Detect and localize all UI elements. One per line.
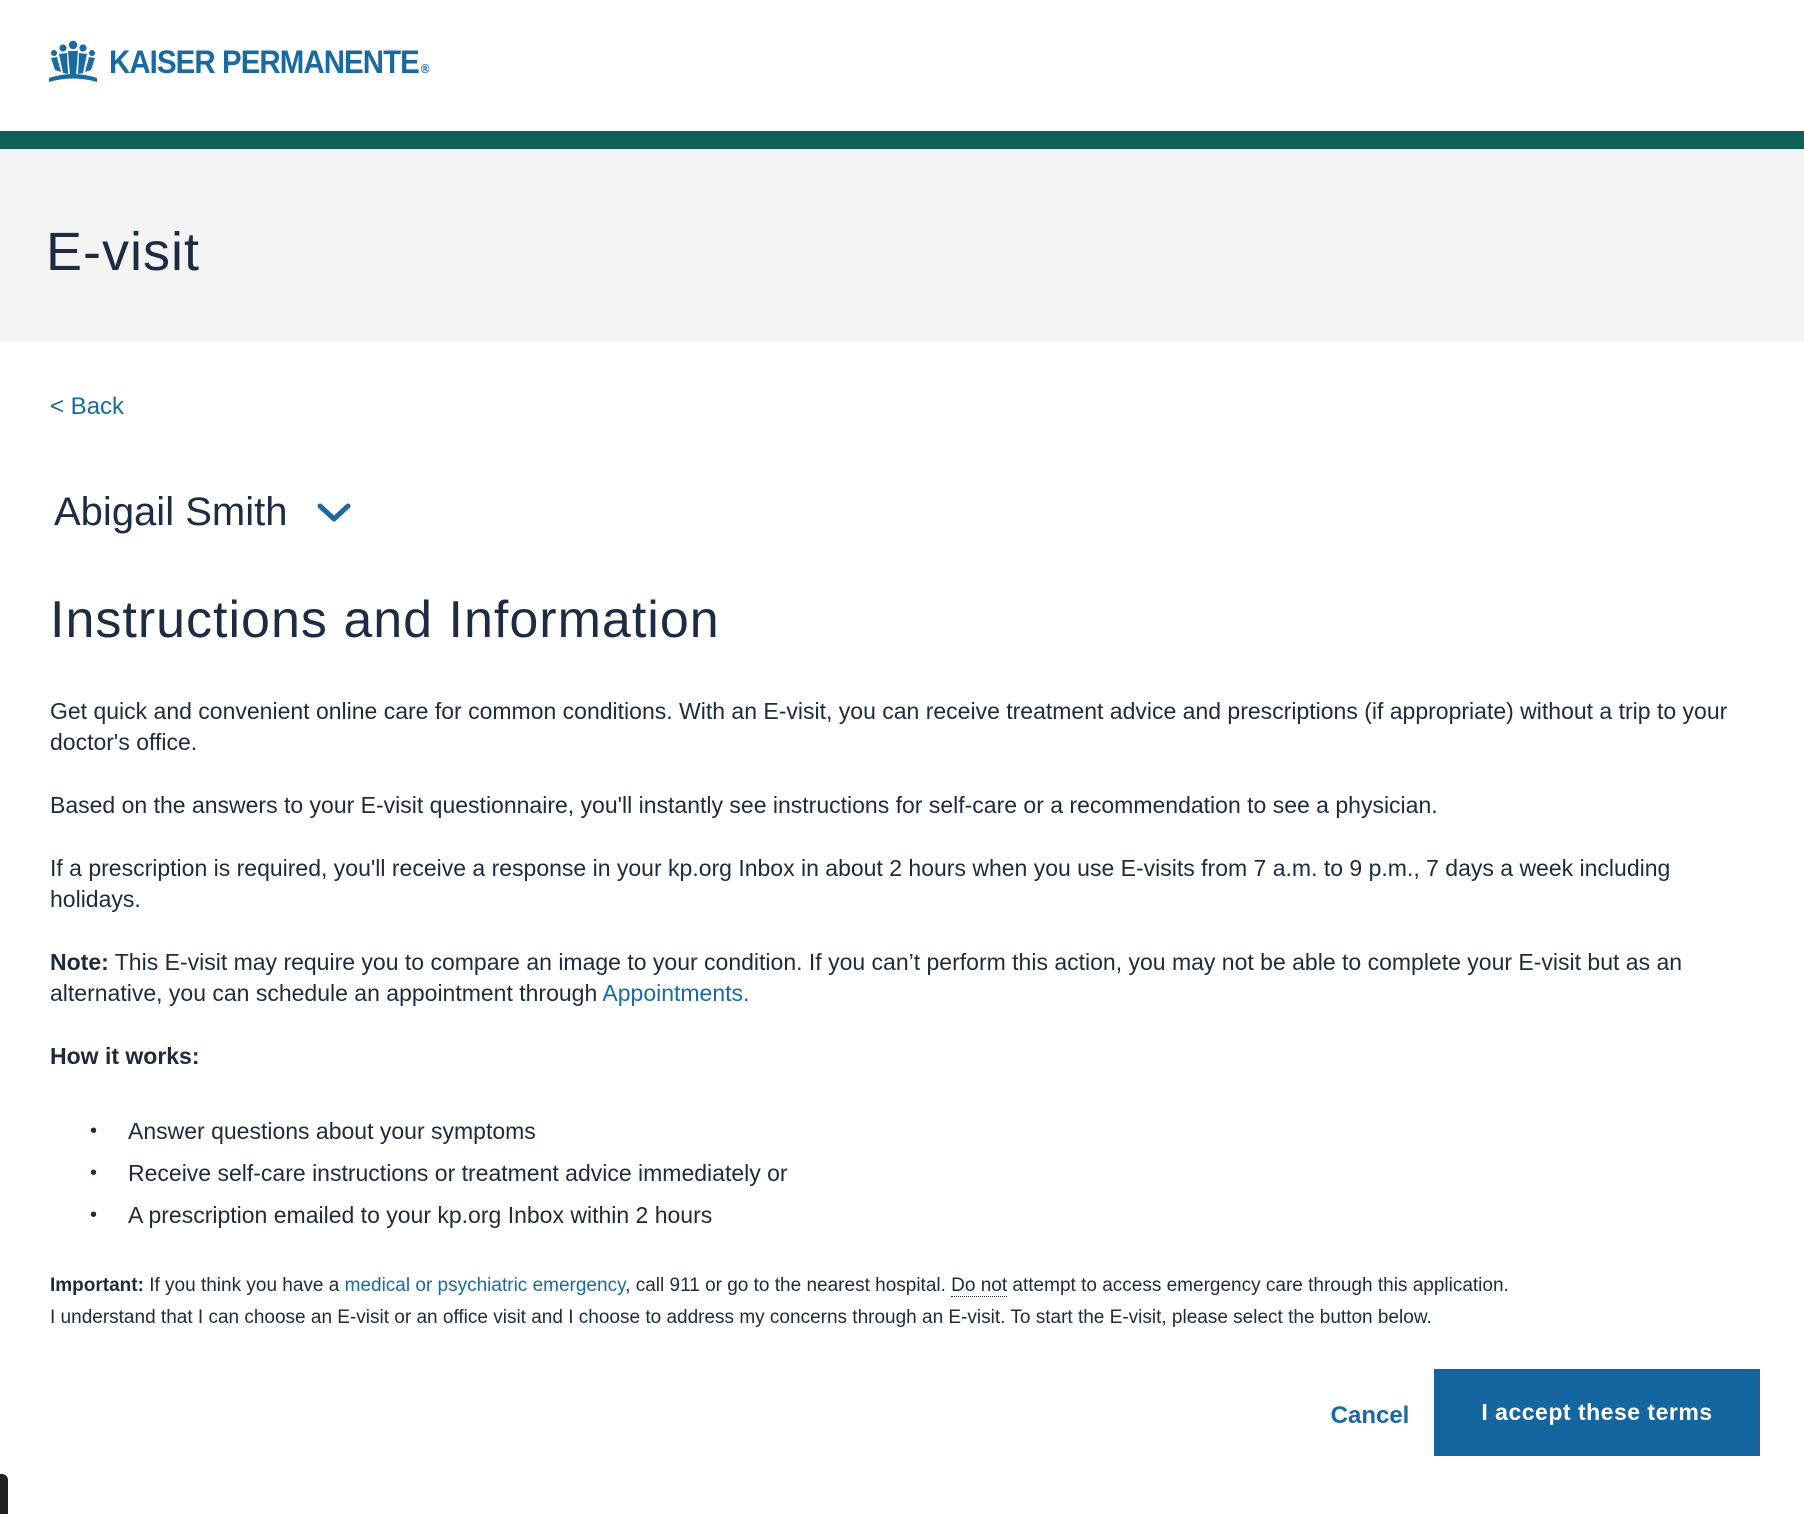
important-label: Important: bbox=[50, 1275, 144, 1296]
cancel-button[interactable]: Cancel bbox=[1318, 1393, 1422, 1439]
prescription-paragraph: If a prescription is required, you'll receive a response in your kp.org Inbox in about 2 hours when you use E-visits from 7 a.m. to 9 p.m., 7 days a week including holidays. bbox=[50, 855, 1671, 912]
list-item: • Receive self-care instructions or treatment advice immediately or bbox=[90, 1158, 1750, 1189]
note-text: This E-visit may require you to compare an image to your condition. If you can’t perform this action, you may not be able to complete your E-visit but as an alternative, you can schedule an appointment through bbox=[50, 949, 1683, 1006]
consent-text: I understand that I can choose an E-visit or an office visit and I choose to address my concerns through an E-visit. To start the E-visit, please select the button below. bbox=[50, 1307, 1432, 1328]
kp-logo-icon bbox=[49, 40, 97, 84]
header-accent-bar bbox=[0, 131, 1804, 149]
important-notice bbox=[50, 1270, 1770, 1302]
back-link[interactable]: < Back bbox=[50, 393, 125, 420]
site-header bbox=[0, 0, 1804, 131]
how-it-works-label: How it works: bbox=[50, 1043, 200, 1069]
accept-terms-button[interactable]: I accept these terms bbox=[1434, 1369, 1760, 1456]
list-item: • A prescription emailed to your kp.org Inbox within 2 hours bbox=[90, 1200, 1750, 1231]
logo-wordmark: KAISER PERMANENTE ® bbox=[109, 44, 429, 80]
kaiser-permanente-logo[interactable] bbox=[49, 40, 456, 84]
intro-paragraph: Get quick and convenient online care for common conditions. With an E-visit, you can receive treatment advice and prescriptions (if appropriate) without a trip to your doctor's office. bbox=[50, 698, 1728, 755]
title-band bbox=[0, 149, 1804, 342]
page-title: E-visit bbox=[46, 222, 200, 282]
window-edge-decoration bbox=[0, 1474, 8, 1514]
patient-selector[interactable] bbox=[54, 490, 351, 535]
note-label: Note: bbox=[50, 949, 109, 975]
how-it-works-list bbox=[90, 1116, 1750, 1231]
important-text-post: attempt to access emergency care through this application. bbox=[1007, 1275, 1509, 1296]
section-heading: Instructions and Information bbox=[50, 591, 720, 649]
note-paragraph bbox=[50, 947, 1750, 1009]
emergency-link[interactable]: medical or psychiatric emergency bbox=[344, 1275, 626, 1296]
appointments-link[interactable]: Appointments. bbox=[602, 980, 750, 1006]
important-text-mid: , call 911 or go to the nearest hospital. bbox=[625, 1275, 952, 1296]
important-text-pre: If you think you have a bbox=[143, 1275, 345, 1296]
do-not-term[interactable]: Do not bbox=[951, 1275, 1008, 1296]
chevron-down-icon[interactable] bbox=[317, 503, 351, 523]
legal-notice bbox=[50, 1270, 1770, 1334]
patient-name: Abigail Smith bbox=[54, 490, 288, 534]
questionnaire-paragraph: Based on the answers to your E-visit questionnaire, you'll instantly see instructions for self-care or a recommendation to see a physician. bbox=[50, 792, 1438, 818]
instructions-content bbox=[50, 696, 1750, 1242]
list-item: • Answer questions about your symptoms bbox=[90, 1116, 1750, 1147]
